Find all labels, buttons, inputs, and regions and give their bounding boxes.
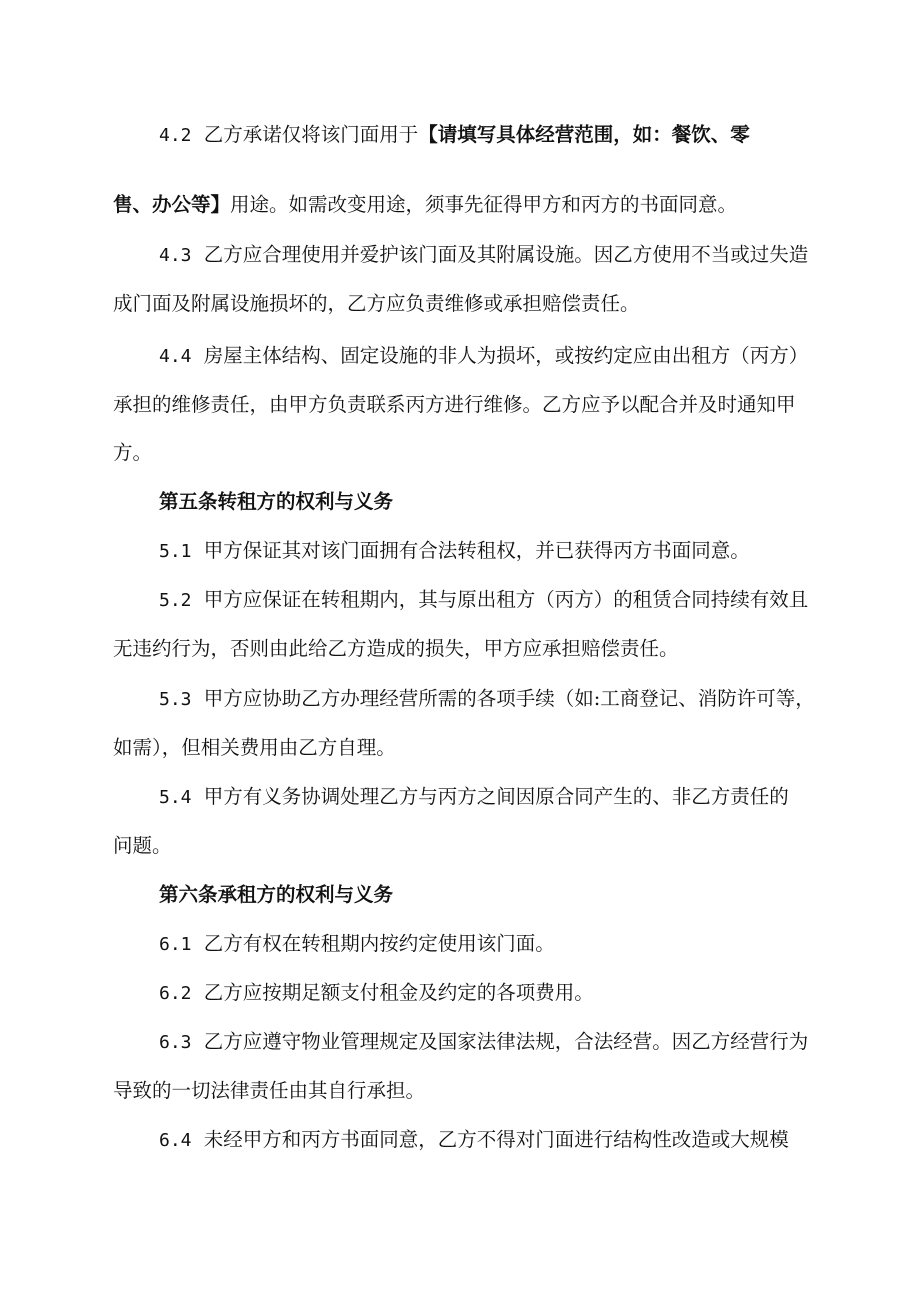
clause-text: 未经甲方和丙方书面同意，乙方不得对门面进行结构性改造或大规模 [203, 1128, 789, 1151]
clause-5-1-line-1 [113, 532, 813, 571]
clause-text: 乙方有权在转租期内按约定使用该门面。 [203, 932, 555, 955]
clause-4-2-line-1 [113, 116, 813, 155]
article-5-heading [113, 483, 813, 521]
clause-5-2-line-2: 无违约行为，否则由此给乙方造成的损失，甲方应承担赔偿责任。 [113, 637, 679, 660]
clause-text: 用途。如需改变用途，须事先征得甲方和丙方的书面同意。 [230, 193, 738, 216]
clause-5-3-line-1 [113, 680, 813, 719]
clause-text: 乙方应合理使用并爱护该门面及其附属设施。因乙方使用不当或过失造 [203, 243, 809, 266]
clause-4-3-line-2: 成门面及附属设施损坏的，乙方应负责维修或承担赔偿责任。 [113, 292, 640, 315]
clause-6-1 [113, 925, 813, 964]
clause-5-3-line-2: 如需），但相关费用由乙方自理。 [113, 736, 396, 759]
clause-number: 5.2 [159, 590, 192, 611]
clause-number: 4.4 [159, 346, 192, 367]
clause-text: 甲方有义务协调处理乙方与丙方之间因原合同产生的、非乙方责任的 [203, 785, 789, 808]
clause-6-4 [113, 1121, 813, 1160]
clause-5-4-line-2: 问题。 [113, 834, 172, 857]
clause-4-3-line-1 [113, 236, 813, 275]
clause-4-4-line-1 [113, 337, 813, 376]
clause-4-4 [113, 337, 813, 472]
clause-text: 甲方应协助乙方办理经营所需的各项手续（如:工商登记、消防许可等， [203, 687, 815, 710]
clause-number: 5.1 [159, 541, 192, 562]
clause-4-4-line-3: 方。 [113, 441, 153, 464]
clause-5-2-line-1 [113, 581, 813, 620]
clause-5-4 [113, 778, 813, 865]
clause-number: 6.2 [159, 983, 192, 1004]
clause-text: 乙方承诺仅将该门面用于 [203, 123, 419, 146]
placeholder-text: 售、办公等】 [113, 193, 231, 216]
clause-number: 5.4 [159, 787, 192, 808]
clause-5-2 [113, 581, 813, 668]
clause-text: 甲方应保证在转租期内，其与原出租方（丙方）的租赁合同持续有效且 [203, 588, 809, 611]
clause-number: 6.4 [159, 1130, 192, 1151]
clause-6-4-line-1 [113, 1121, 813, 1160]
clause-4-2 [113, 116, 813, 155]
article-6-heading [113, 876, 813, 914]
placeholder-text: 【请填写具体经营范围，如：餐饮、零 [418, 123, 750, 146]
section-heading: 第五条转租方的权利与义务 [159, 490, 394, 513]
clause-number: 5.3 [159, 689, 192, 710]
clause-5-4-line-1 [113, 778, 813, 817]
clause-4-4-line-2: 承担的维修责任，由甲方负责联系丙方进行维修。乙方应予以配合并及时通知甲 [113, 393, 796, 416]
clause-6-2 [113, 974, 813, 1013]
clause-6-3 [113, 1023, 813, 1110]
clause-number: 6.3 [159, 1032, 192, 1053]
clause-6-3-line-1 [113, 1023, 813, 1062]
section-heading: 第六条承租方的权利与义务 [159, 883, 394, 906]
clause-5-1 [113, 532, 813, 571]
clause-4-2-cont [113, 186, 813, 224]
clause-6-3-line-2: 导致的一切法律责任由其自行承担。 [113, 1079, 426, 1102]
clause-5-3 [113, 680, 813, 767]
clause-number: 4.3 [159, 245, 192, 266]
clause-text: 房屋主体结构、固定设施的非人为损坏，或按约定应由出租方（丙方） [203, 344, 809, 367]
clause-4-2-line-2 [113, 186, 813, 224]
clause-number: 6.1 [159, 934, 192, 955]
clause-text: 乙方应遵守物业管理规定及国家法律法规，合法经营。因乙方经营行为 [203, 1030, 809, 1053]
clause-text: 乙方应按期足额支付租金及约定的各项费用。 [203, 981, 594, 1004]
clause-number: 4.2 [159, 125, 192, 146]
clause-text: 甲方保证其对该门面拥有合法转租权，并已获得丙方书面同意。 [203, 539, 750, 562]
clause-6-2-line-1 [113, 974, 813, 1013]
clause-6-1-line-1 [113, 925, 813, 964]
clause-4-3 [113, 236, 813, 323]
